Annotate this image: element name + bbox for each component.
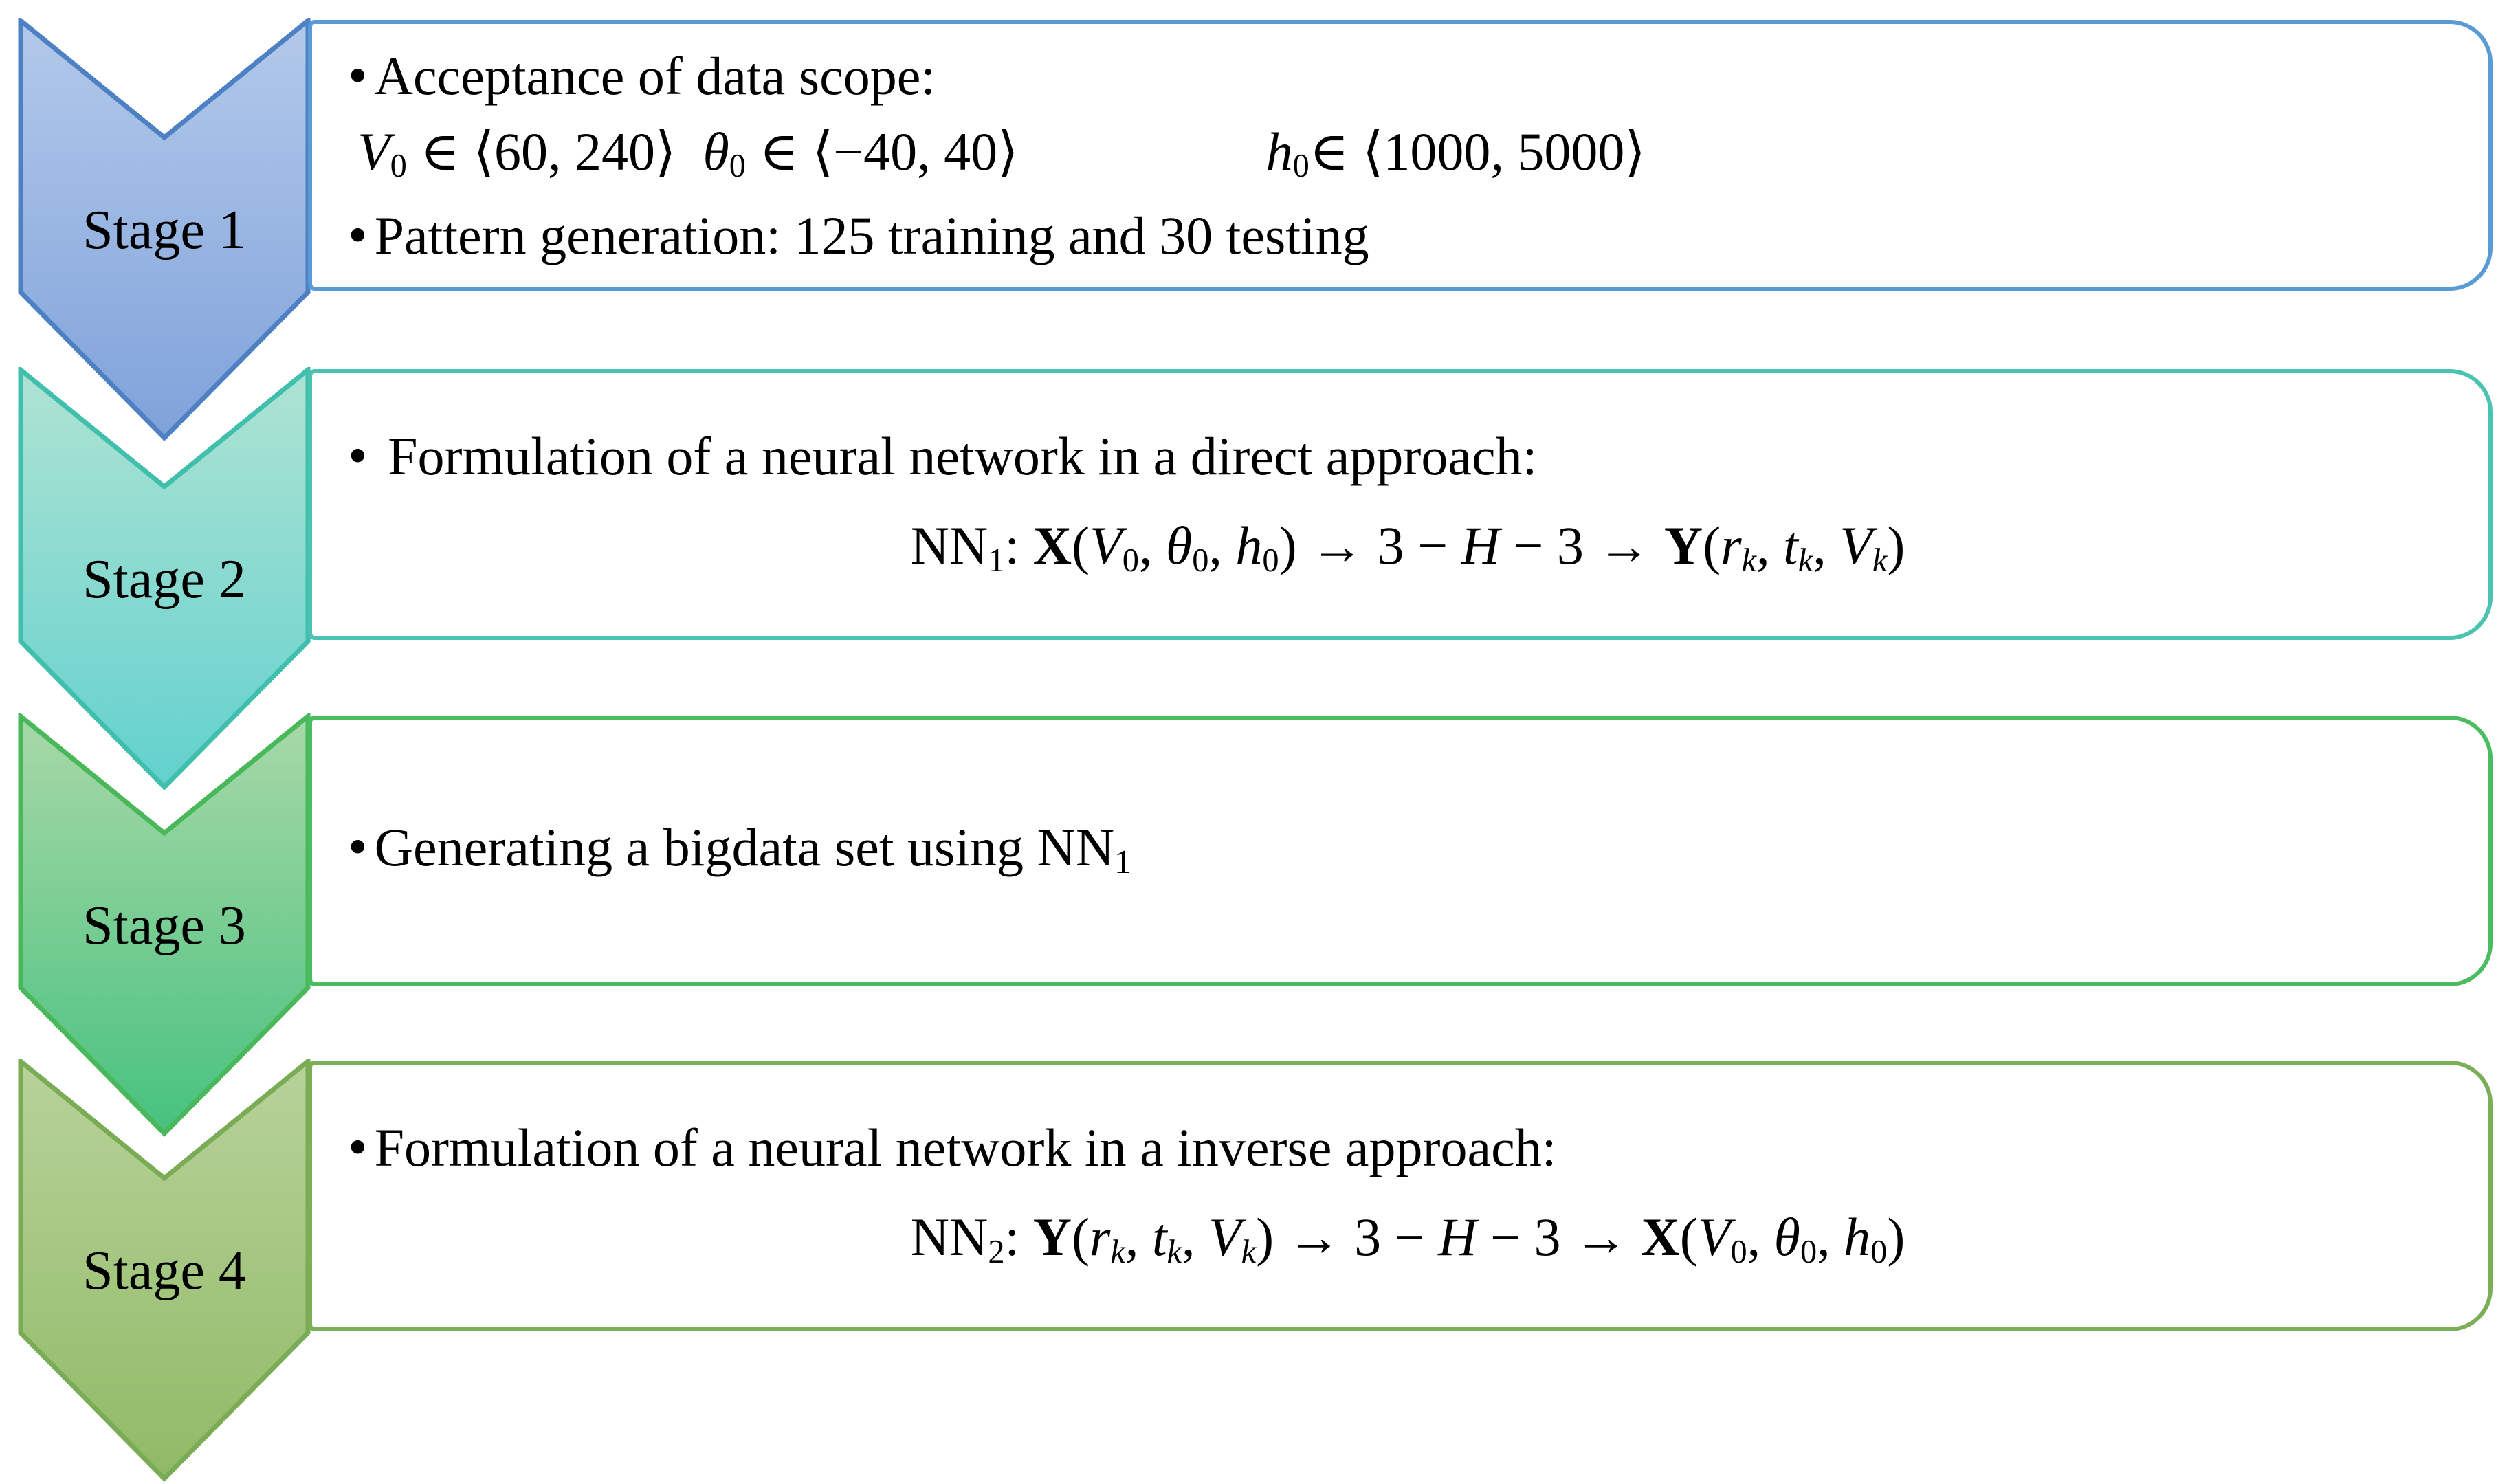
box-text-line	[348, 501, 2468, 598]
text-segment: 0	[1262, 542, 1279, 579]
stage-box-content	[348, 1103, 2468, 1289]
text-segment: (	[1679, 1207, 1698, 1267]
text-segment: 0	[1292, 148, 1309, 185]
text-segment: Y	[1032, 1207, 1072, 1267]
stage-box	[308, 369, 2493, 640]
text-segment: NN	[910, 1207, 988, 1267]
stage-box	[308, 716, 2493, 986]
text-segment: 1	[988, 542, 1005, 579]
text-segment: 0	[1800, 1233, 1817, 1270]
stage-box-content	[348, 411, 2468, 598]
text-segment: θ	[703, 121, 729, 181]
text-segment: V	[357, 121, 390, 181]
text-segment: ,	[1208, 516, 1236, 575]
text-segment: 0	[729, 148, 746, 185]
text-segment: k	[1241, 1233, 1257, 1270]
text-segment: H	[1438, 1207, 1477, 1267]
text-segment: Pattern generation: 125 training and 30 testing	[374, 205, 1369, 265]
bullet-icon: •	[348, 203, 368, 266]
text-segment: ) → 3 −	[1256, 1207, 1439, 1267]
box-text-line	[348, 1193, 2468, 1289]
text-segment: ,	[1138, 516, 1166, 575]
text-segment: ) → 3 −	[1279, 516, 1461, 575]
stage-label: Stage 1	[82, 200, 246, 261]
box-text-line	[348, 38, 2468, 114]
stage-box	[308, 20, 2493, 291]
text-segment: Acceptance of data scope:	[374, 45, 936, 106]
stage-box-content	[348, 802, 2468, 900]
text-segment: 0	[390, 148, 407, 185]
stage-label: Stage 4	[82, 1241, 246, 1301]
text-segment: NN	[910, 516, 988, 575]
text-segment: θ	[1773, 1207, 1800, 1267]
text-segment: :	[1004, 1207, 1033, 1267]
text-segment: 1	[1114, 843, 1131, 881]
text-segment: t	[1151, 1207, 1167, 1267]
text-segment: k	[1167, 1233, 1182, 1270]
text-segment: ,	[1756, 516, 1784, 575]
text-segment: H	[1461, 516, 1500, 575]
stage-label: Stage 3	[82, 896, 246, 956]
text-segment: V	[1090, 516, 1123, 575]
text-segment: 0	[1730, 1233, 1747, 1270]
stage-label: Stage 2	[82, 549, 246, 610]
box-text-line	[348, 114, 2468, 197]
text-segment: k	[1741, 542, 1757, 579]
bullet-icon: •	[348, 1116, 368, 1178]
text-segment: r	[1090, 1207, 1111, 1267]
text-segment: h	[1265, 121, 1293, 181]
text-segment: 0	[1122, 542, 1139, 579]
text-segment: Formulation of a neural network in a inverse approach:	[374, 1118, 1557, 1177]
text-segment: X	[1641, 1207, 1680, 1267]
text-segment: ∈ ⟨60, 240⟩	[406, 121, 703, 181]
text-segment: V	[1839, 516, 1872, 575]
text-segment: r	[1721, 516, 1742, 575]
text-segment: (	[1072, 516, 1090, 575]
text-segment: ,	[1125, 1207, 1152, 1267]
text-segment: 0	[1870, 1233, 1888, 1270]
text-segment: ∈ ⟨1000, 5000⟩	[1309, 121, 1646, 181]
text-segment: ,	[1813, 516, 1840, 575]
text-segment: ,	[1817, 1207, 1844, 1267]
text-segment: θ	[1165, 516, 1193, 575]
text-segment: h	[1844, 1207, 1871, 1267]
box-text-line	[348, 802, 2468, 900]
text-segment: )	[1887, 516, 1905, 575]
text-segment: V	[1208, 1207, 1241, 1267]
text-segment: (	[1072, 1207, 1090, 1267]
text-segment: (	[1703, 516, 1721, 575]
bullet-icon: •	[348, 424, 368, 487]
text-segment: )	[1887, 1207, 1905, 1267]
text-segment: k	[1872, 542, 1888, 579]
text-segment: :	[1004, 516, 1033, 575]
text-segment: h	[1235, 516, 1263, 575]
box-text-line	[348, 197, 2468, 274]
text-segment: X	[1032, 516, 1072, 575]
bullet-icon: •	[348, 815, 368, 878]
text-segment: − 3 →	[1499, 516, 1664, 575]
text-segment: 0	[1192, 542, 1209, 579]
text-segment: t	[1783, 516, 1798, 575]
text-segment: ,	[1182, 1207, 1209, 1267]
text-segment: k	[1110, 1233, 1125, 1270]
stage-box	[308, 1061, 2493, 1331]
text-segment: k	[1798, 542, 1813, 579]
text-segment: Y	[1664, 516, 1703, 575]
text-segment: − 3 →	[1477, 1207, 1642, 1267]
box-text-line	[348, 411, 2468, 501]
text-segment: Generating a bigdata set using NN	[374, 817, 1115, 877]
box-text-line	[348, 1103, 2468, 1193]
text-segment: 2	[988, 1233, 1005, 1270]
bullet-icon: •	[348, 43, 368, 107]
text-segment: V	[1697, 1207, 1731, 1267]
stage-box-content	[348, 38, 2468, 274]
text-segment: ∈ ⟨−40, 40⟩	[745, 121, 1019, 181]
text-segment: ,	[1747, 1207, 1774, 1267]
text-segment: Formulation of a neural network in a direct approach:	[374, 426, 1538, 486]
